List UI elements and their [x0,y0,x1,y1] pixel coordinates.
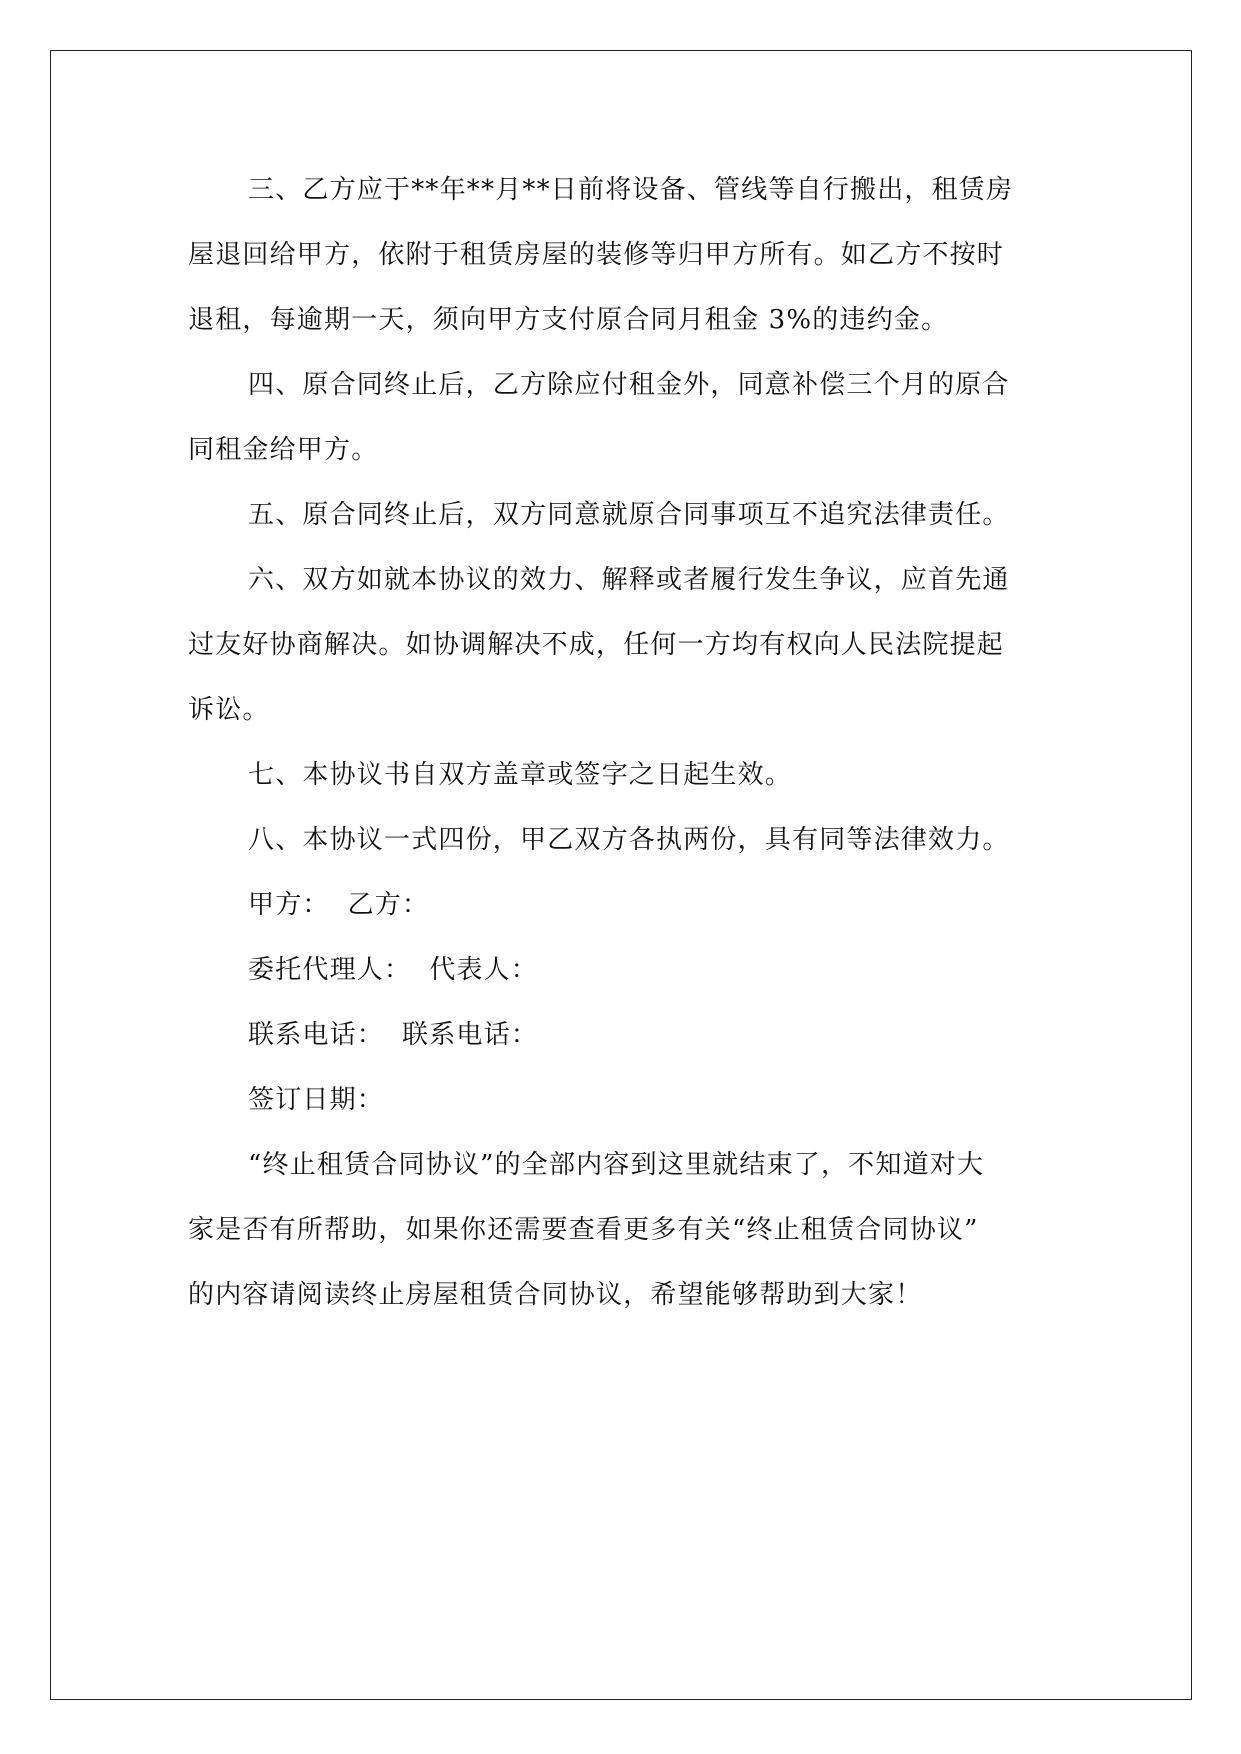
clause-6-line-3: 诉讼。 [188,695,270,725]
clause-3-line-1: 三、乙方应于**年**月**日前将设备、管线等自行搬出，租赁房 [248,175,1014,205]
clause-8-line-1: 八、本协议一式四份，甲乙双方各执两份，具有同等法律效力。 [248,825,1010,855]
agent-label: 委托代理人： [248,955,412,985]
clause-3-paragraph [188,158,1068,353]
closing-line-2: 家是否有所帮助，如果你还需要查看更多有关“终止租赁合同协议” [188,1215,979,1245]
date-row [188,1068,1068,1133]
clause-6-paragraph [188,548,1068,743]
agent-row [188,938,1068,1003]
clause-4-line-1: 四、原合同终止后，乙方除应付租金外，同意补偿三个月的原合 [248,370,1010,400]
clause-3-line-3: 退租，每逾期一天，须向甲方支付原合同月租金 3%的违约金。 [188,305,949,335]
clause-3-line-2: 屋退回给甲方，依附于租赁房屋的装修等归甲方所有。如乙方不按时 [188,240,1005,270]
clause-7-paragraph [188,743,1068,808]
clause-6-line-2: 过友好协商解决。如协调解决不成，任何一方均有权向人民法院提起 [188,630,1005,660]
closing-paragraph [188,1133,1068,1328]
clause-5-line-1: 五、原合同终止后，双方同意就原合同事项互不追究法律责任。 [248,500,1010,530]
phone-a-label: 联系电话： [248,1020,385,1050]
clause-4-paragraph [188,353,1068,483]
signature-block [188,873,1068,1133]
closing-line-3: 的内容请阅读终止房屋租赁合同协议，希望能够帮助到大家！ [188,1280,923,1310]
clause-7-line-1: 七、本协议书自双方盖章或签字之日起生效。 [248,760,793,790]
phone-row [188,1003,1068,1068]
closing-line-1: “终止租赁合同协议”的全部内容到这里就结束了，不知道对大 [248,1150,985,1180]
document-body [188,158,1068,1328]
party-a-label: 甲方： [248,890,330,920]
party-b-label: 乙方： [347,890,430,920]
clause-8-paragraph [188,808,1068,873]
clause-6-line-1: 六、双方如就本协议的效力、解释或者履行发生争议，应首先通 [248,565,1010,595]
party-row [188,873,1068,938]
clause-5-paragraph [188,483,1068,548]
date-label: 签订日期： [248,1085,385,1115]
representative-label: 代表人： [429,955,539,985]
phone-b-label: 联系电话： [402,1020,539,1050]
clause-4-line-2: 同租金给甲方。 [188,435,379,465]
